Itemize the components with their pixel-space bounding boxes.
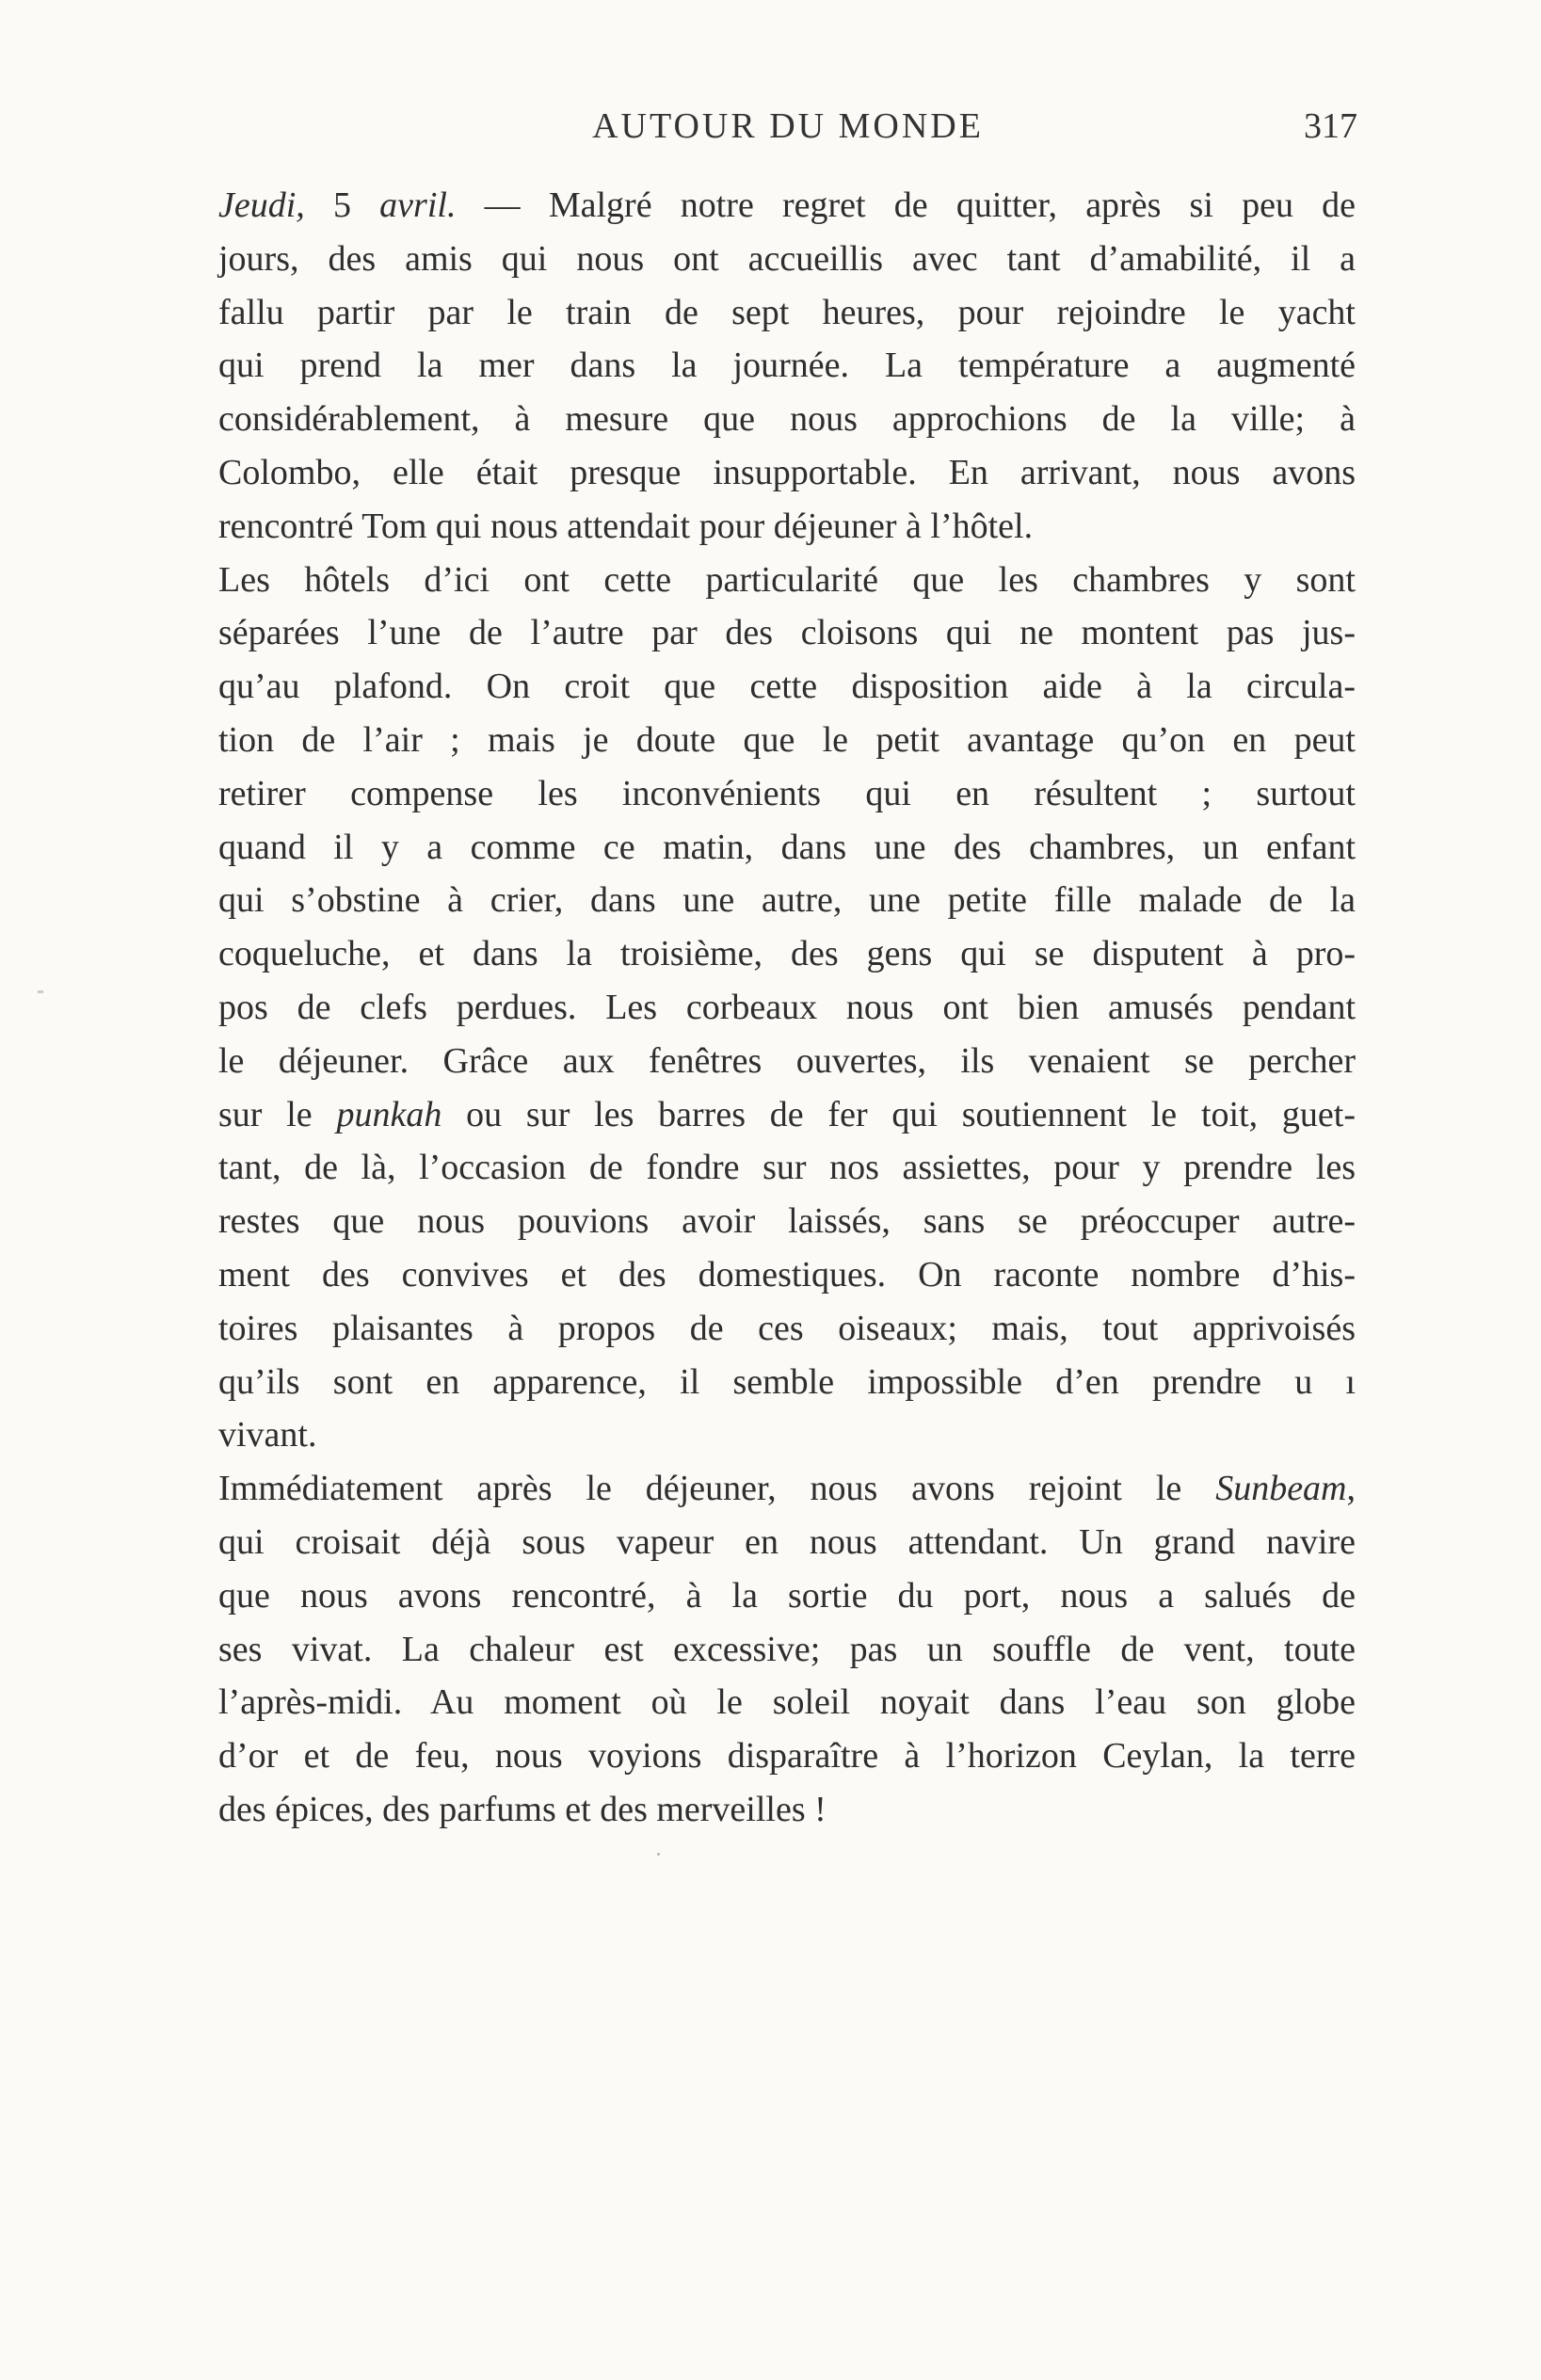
- text-line: rencontré Tom qui nous attendait pour déjeuner à l’hôtel.: [218, 506, 1034, 546]
- text-line: séparées l’une de l’autre par des cloisons qui ne montent pas jus-: [218, 613, 1356, 653]
- body-text: [218, 179, 1356, 1837]
- text-line: qui croisait déjà sous vapeur en nous attendant. Un grand navire: [218, 1521, 1356, 1562]
- margin-mark: [38, 990, 43, 993]
- text-line: qui prend la mer dans la journée. La température a augmenté: [218, 346, 1356, 386]
- italic-term: Sunbeam: [1215, 1469, 1347, 1509]
- paper-speck: [657, 1853, 660, 1856]
- text-line: vivant.: [218, 1415, 317, 1455]
- text-line: d’or et de feu, nous voyions disparaître à l’horizon Ceylan, la terre: [218, 1736, 1356, 1777]
- text-line: qu’au plafond. On croit que cette disposition aide à la circula-: [218, 667, 1356, 707]
- running-head: [218, 105, 1357, 153]
- italic-term: punkah: [336, 1094, 442, 1134]
- paragraph-2: [218, 554, 1356, 1463]
- page-number: 317: [1304, 106, 1357, 146]
- text-line: coqueluche, et dans la troisième, des gens qui se disputent à pro-: [218, 934, 1356, 974]
- line-text: sur le: [218, 1094, 337, 1134]
- text-line: restes que nous pouvions avoir laissés, sans se préoccuper autre-: [218, 1201, 1356, 1242]
- text-line: retirer compense les inconvénients qui en résultent ; surtout: [218, 773, 1356, 813]
- text-line: ses vivat. La chaleur est excessive; pas un souffle de vent, toute: [218, 1629, 1356, 1669]
- text-line: Les hôtels d’ici ont cette particularité que les chambres y sont: [218, 559, 1356, 600]
- text-line: tion de l’air ; mais je doute que le petit avantage qu’on en peut: [218, 719, 1356, 760]
- line-text: Immédiatement après le déjeuner, nous avons rejoint le: [218, 1469, 1216, 1509]
- date-number: 5: [304, 185, 380, 225]
- text-line: l’après-midi. Au moment où le soleil noyait dans l’eau son globe: [218, 1682, 1356, 1723]
- text-line: qui s’obstine à crier, dans une autre, une petite fille malade de la: [218, 880, 1356, 921]
- text-line: considérablement, à mesure que nous approchions de la ville; à: [218, 399, 1356, 440]
- text-line: toires plaisantes à propos de ces oiseaux; mais, tout apprivoisés: [218, 1308, 1356, 1348]
- text-line: Colombo, elle était presque insupportable. En arrivant, nous avons: [218, 452, 1356, 492]
- text-line: qu’ils sont en apparence, il semble impossible d’en prendre u ı: [218, 1361, 1356, 1402]
- date-month: avril.: [379, 185, 457, 225]
- date-day: Jeudi,: [218, 185, 305, 225]
- text-line: [218, 179, 1356, 233]
- text-line: quand il y a comme ce matin, dans une des chambres, un enfant: [218, 827, 1356, 867]
- line-text: ou sur les barres de fer qui soutiennent le toit, guet-: [441, 1094, 1356, 1134]
- text-line: pos de clefs perdues. Les corbeaux nous ont bien amusés pendant: [218, 987, 1356, 1027]
- line-text: ,: [1346, 1469, 1356, 1509]
- text-line: [218, 1462, 1356, 1516]
- text-line: ment des convives et des domestiques. On raconte nombre d’his-: [218, 1254, 1356, 1295]
- paragraph-1: [218, 179, 1356, 554]
- text-line: des épices, des parfums et des merveilles !: [218, 1789, 827, 1829]
- line-text: — Malgré notre regret de quitter, après si peu de: [456, 185, 1356, 225]
- running-title: AUTOUR DU MONDE: [592, 106, 984, 146]
- text-line: [218, 1088, 1356, 1142]
- paragraph-3: [218, 1462, 1356, 1837]
- text-line: fallu partir par le train de sept heures, pour rejoindre le yacht: [218, 292, 1356, 332]
- text-line: tant, de là, l’occasion de fondre sur nos assiettes, pour y prendre les: [218, 1148, 1356, 1188]
- text-line: que nous avons rencontré, à la sortie du port, nous a salués de: [218, 1575, 1356, 1616]
- text-line: le déjeuner. Grâce aux fenêtres ouvertes, ils venaient se percher: [218, 1040, 1356, 1081]
- text-line: jours, des amis qui nous ont accueillis avec tant d’amabilité, il a: [218, 238, 1356, 279]
